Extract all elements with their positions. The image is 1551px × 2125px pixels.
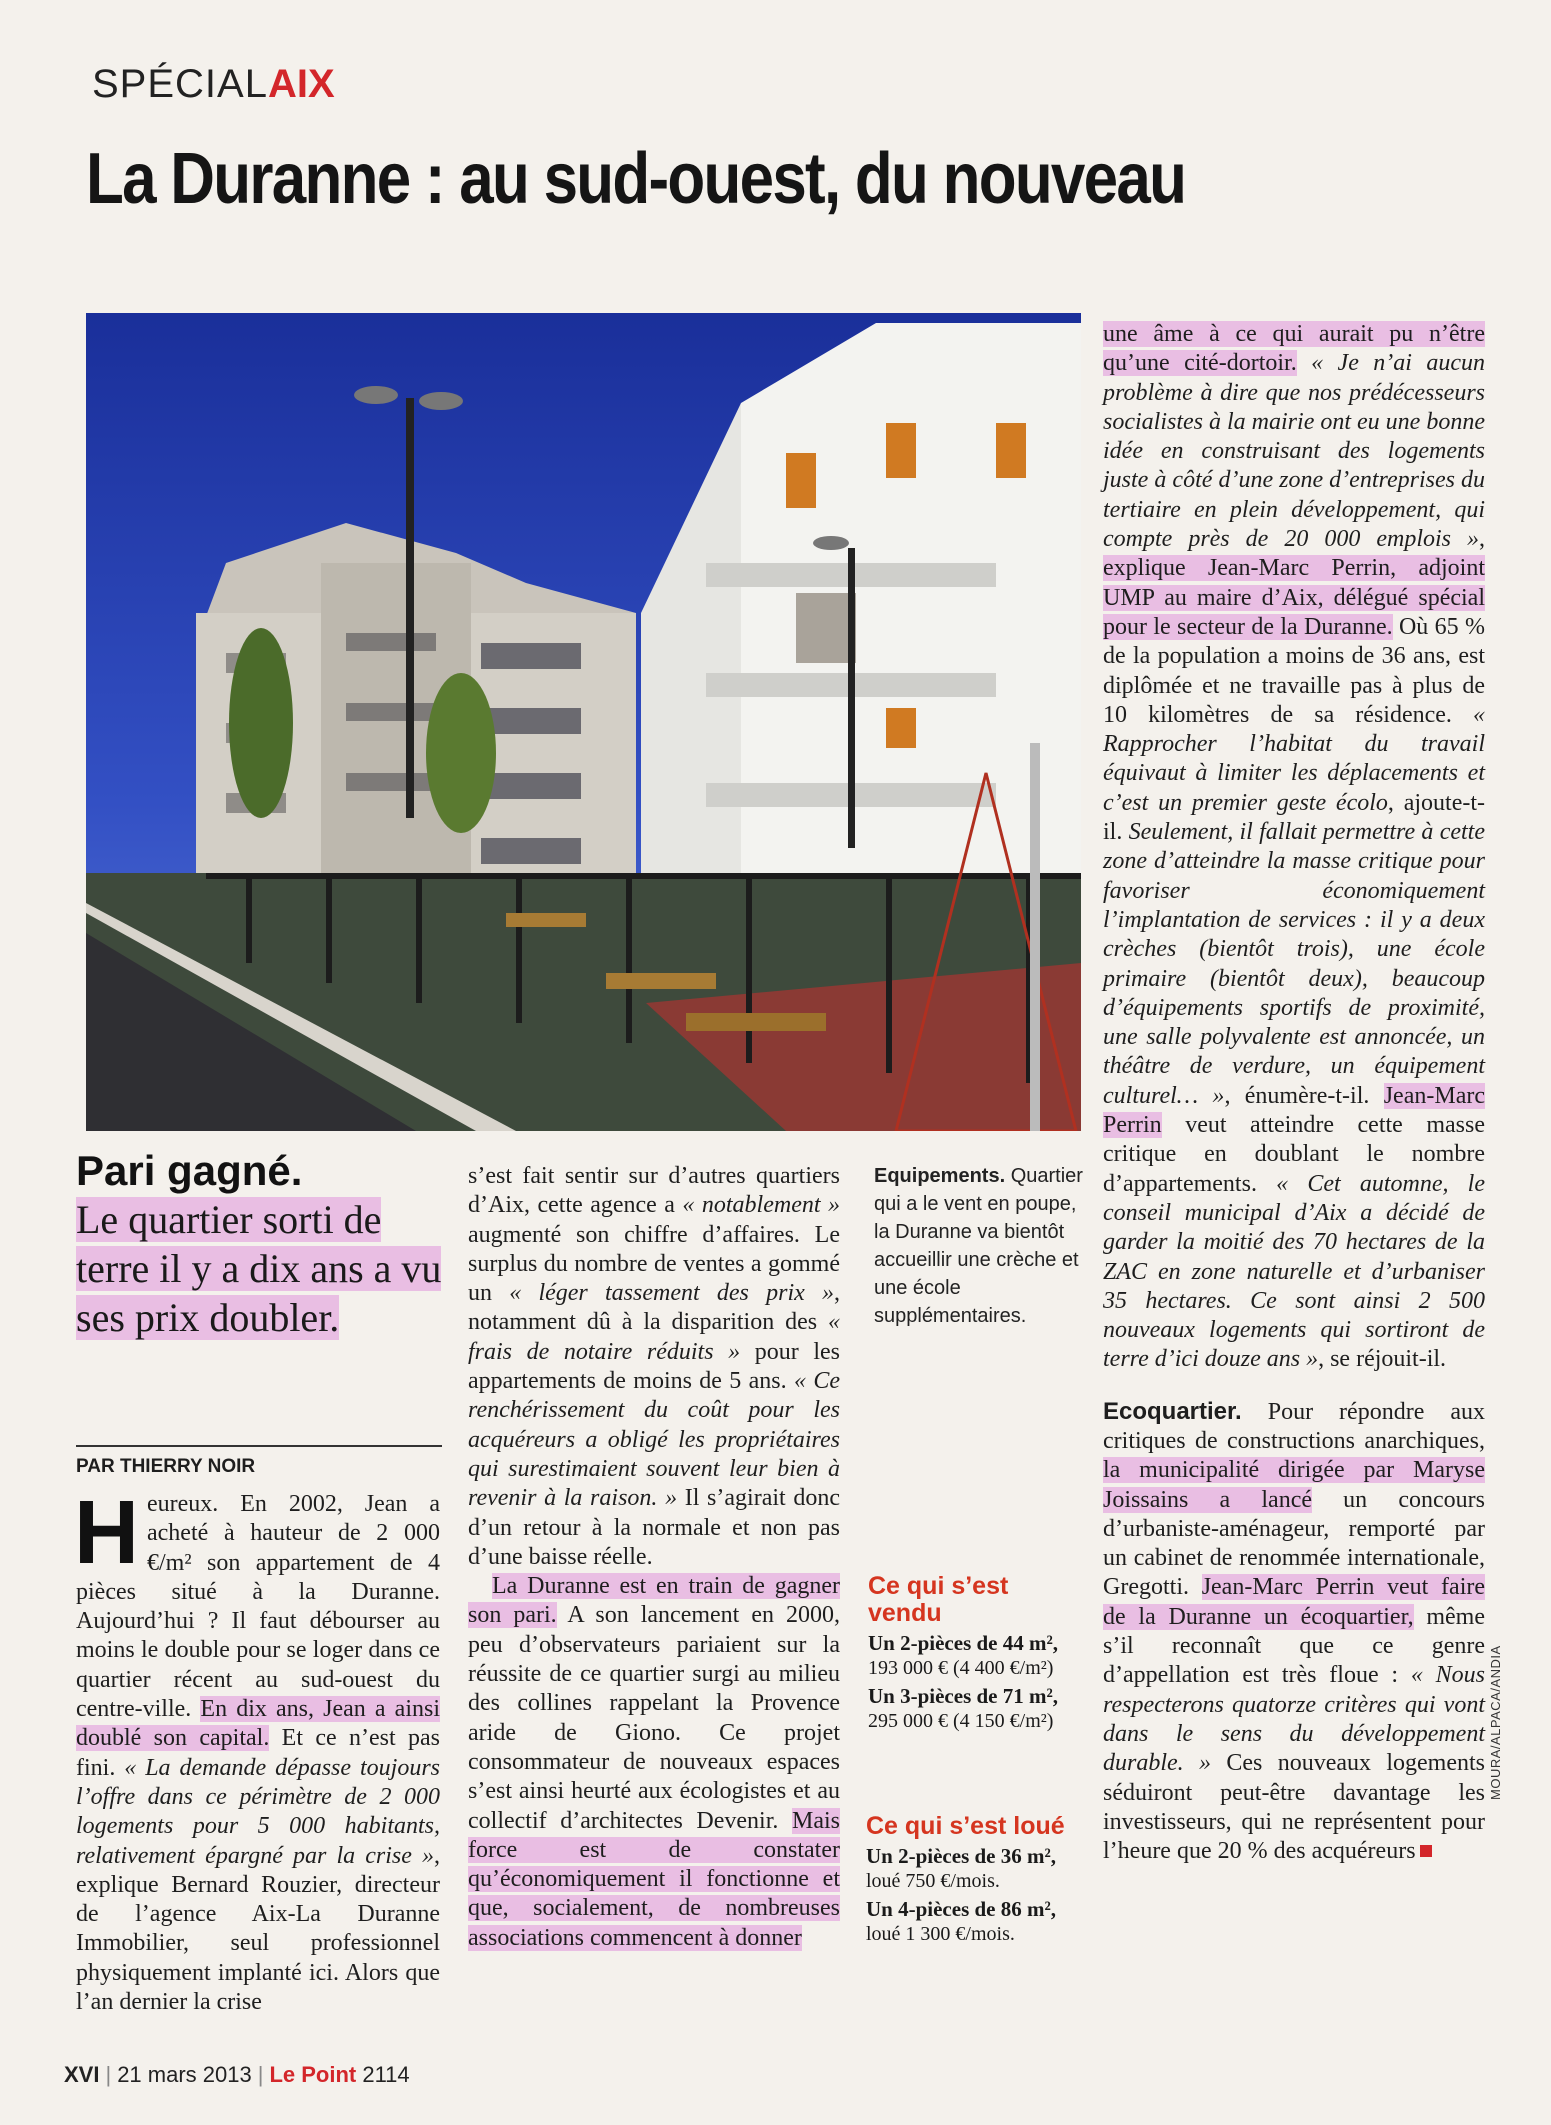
lead-divider	[76, 1445, 442, 1447]
rented-title: Ce qui s’est loué	[866, 1812, 1065, 1840]
byline: PAR THIERRY NOIR	[76, 1456, 256, 1477]
issue-number: 2114	[362, 2062, 410, 2087]
article-headline: La Duranne : au sud-ouest, du nouveau	[86, 139, 1186, 219]
sold-title: Ce qui s’est vendu	[868, 1572, 1009, 1627]
column-2: s’est fait sentir sur d’autres quartiers d’Aix, cette agence a « notablement » augmenté son chiffre d’affaires. Le surplus du nombre de ventes a gommé un « léger tassement des prix », notamment dû à la disparition des « frais de notaire réduits » pour les appartements de moins de 5 ans. « Ce renchérissement du coût pour les acquéreurs a obligé les propriétaires qui surestimaient souvent leur bien à revenir à la raison. » Il s’agirait donc d’un retour à la normale et non pas d’une baisse réelle. La Duranne est en train de gagner son pari. A son lancement en 2000, peu d’observateurs pariaient sur la réussite de ce quartier surgi au milieu des collines rappelant la Provence aride de Giono. Ce projet consommateur de nouveaux espaces s’est ainsi heurté aux écologistes et au collectif d’architectes Devenir. Mais force est de constater qu’économiquement il fonctionne et que, socialement, de nombreuses associations commencent à donner	[468, 1163, 840, 1951]
column-4: une âme à ce qui aurait pu n’être qu’une cité-dortoir. « Je n’ai aucun problème à dire que nos prédécesseurs socialistes à la mairie ont eu une bonne idée en construisant des logements juste à côté d’une zone d’entreprises du tertiaire en plein développement, qui compte près de 20 000 emplois », explique Jean-Marc Perrin, adjoint UMP au maire d’Aix, délégué spécial pour le secteur de la Duranne. Où 65 % de la population a moins de 36 ans, est diplômée et ne travaille pas à plus de 10 kilomètres de sa résidence. « Rapprocher l’habitat du travail équivaut à limiter les déplacements et c’est un premier geste écolo, ajoute-t-il. Seulement, il fallait permettre à cette zone d’atteindre la masse critique pour favoriser économiquement l’implantation de services : il y a deux crèches (bientôt trois), une école primaire (bientôt deux), beaucoup d’équipements sportifs de proximité, une salle polyvalente est annoncée, un théâtre de verdure, un équipement culturel… », énumère-t-il. Jean-Marc Perrin veut atteindre cette masse critique en doublant le nombre d’appartements. « Cet automne, le conseil municipal d’Aix a décidé de garder la moitié des 70 hectares de la ZAC en zone naturelle et d’urbaniser 35 hectares. Ce sont ainsi 2 500 nouveaux logements qui sortiront de terre d’ici douze ans », se réjouit-il. Ecoquartier. Pour répondre aux critiques de constructions anarchiques, la municipalité dirigée par Maryse Joissains a lancé un concours d’urbaniste-aménageur, remporté par un cabinet de renommée internationale, Gregotti. Jean-Marc Perrin veut faire de la Duranne un écoquartier, même s’il reconnaît que ce genre d’appellation est très floue : « Nous respecterons quatorze critères qui vont dans le sens du développement durable. » Ces nouveaux logements séduiront peut-être davantage les investisseurs, qui ne représentent pour l’heure que 20 % des acquéreurs	[1103, 321, 1486, 1865]
drop-cap: H	[74, 1483, 139, 1583]
page-footer: XVI | 21 mars 2013 | Le Point 2114	[64, 2062, 410, 2087]
lead-text: Le quartier sorti de terre il y a dix ans a vu ses prix doubler.	[76, 1197, 442, 1340]
folio: XVI	[64, 2062, 100, 2087]
ecoquartier-title: Ecoquartier.	[1103, 1397, 1242, 1425]
rented-box	[866, 1813, 1076, 1946]
sold-item: Un 2-pièces de 44 m², 193 000 € (4 400 €/m²)	[868, 1631, 1059, 1679]
lead-title: Pari gagné.	[76, 1147, 303, 1194]
issue-date: 21 mars 2013	[117, 2062, 252, 2087]
rented-item: Un 4-pièces de 86 m², loué 1 300 €/mois.	[866, 1897, 1057, 1945]
article-photo	[86, 313, 1081, 1131]
rented-item: Un 2-pièces de 36 m², loué 750 €/mois.	[866, 1844, 1057, 1892]
brand-name: Le Point	[269, 2062, 357, 2087]
photo-credit: MOURA/ALPACA/ANDIA	[1488, 1645, 1503, 1800]
section-kicker: SPÉCIALAIX	[92, 62, 335, 106]
end-mark	[1420, 1845, 1432, 1857]
column-1: Heureux. En 2002, Jean a acheté à hauteur de 2 000 €/m² son appartement de 4 pièces situé à la Duranne. Aujourd’hui ? Il faut débourser au moins le double pour se loger dans ce quartier récent au sud-ouest du centre-ville. En dix ans, Jean a ainsi doublé son capital. Et ce n’est pas fini. « La demande dépasse toujours l’offre dans ce périmètre de 2 000 logements pour 5 000 habitants, relativement épargné par la crise », explique Bernard Rouzier, directeur de l’agence Aix-La Duranne Immobilier, seul professionnel physiquement implanté ici. Alors que l’an dernier la crise	[74, 1483, 441, 2016]
equipements-note: Equipements. Quartier qui a le vent en poupe, la Duranne va bientôt accueillir une crèche et une école supplémentaires.	[874, 1165, 1083, 1327]
sold-box	[868, 1573, 1078, 1733]
sold-item: Un 3-pièces de 71 m², 295 000 € (4 150 €/m²)	[868, 1684, 1059, 1732]
lead-block	[76, 1147, 446, 1342]
